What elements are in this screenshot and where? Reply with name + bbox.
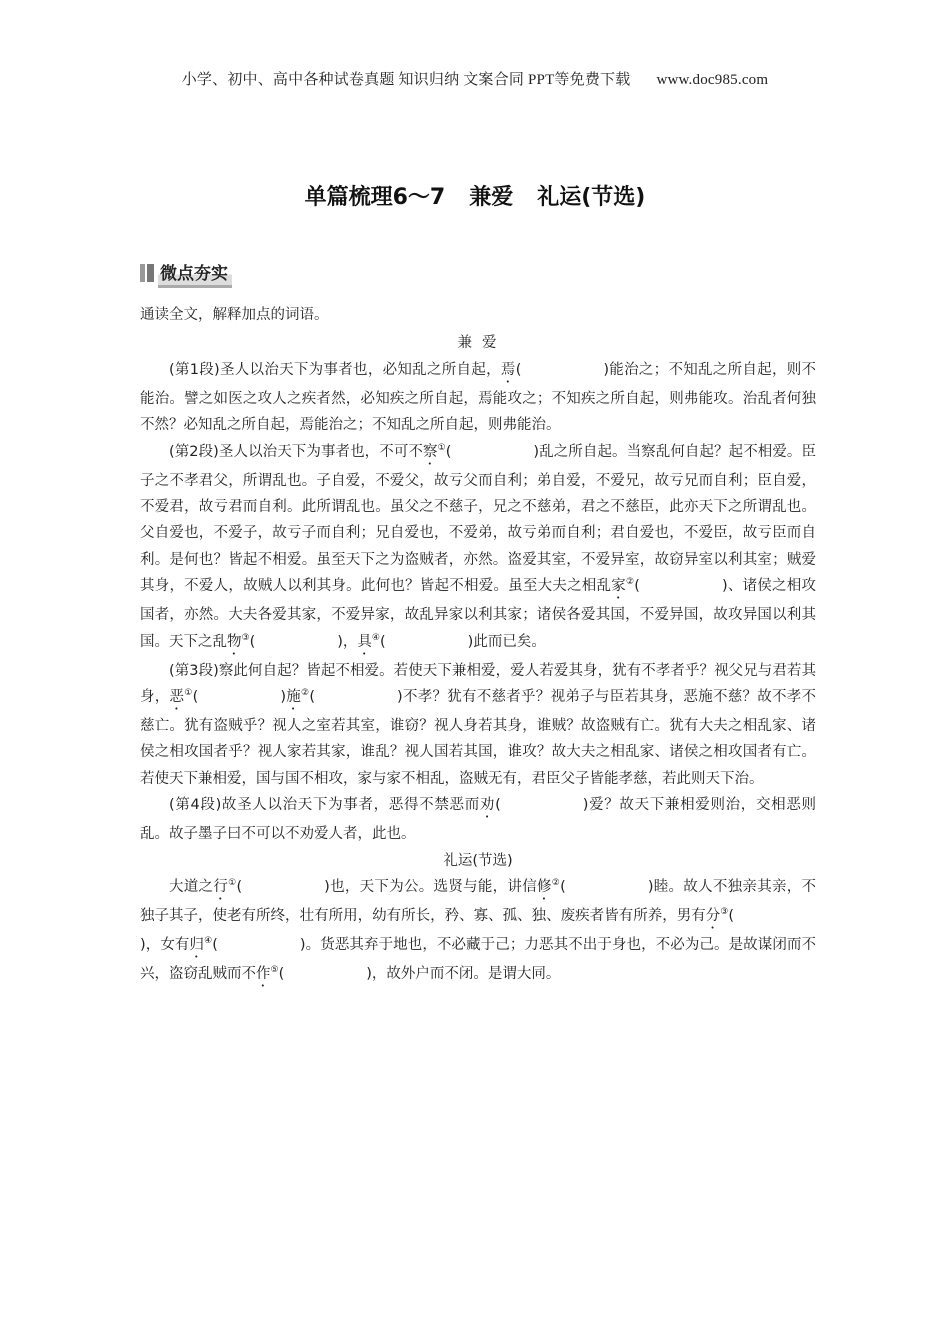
paragraph-liyun: 大道之行①( )也，天下为公。选贤与能，讲信修②( )睦。故人不独亲其亲，不独子其子，使老有所终，壮有所用，幼有所长，矜、寡、孤、独、废疾者皆有所养，男有分③()，女有归④( )。货恶其弃于地也，不必藏于己；力恶其不出于身也，不必为己。是故谋闭而不兴，盗窃乱贼而不作⑤( )，故外户而不闭。是谓大同。	[140, 878, 817, 983]
article-body	[140, 302, 816, 990]
instruction-text: 通读全文，解释加点的词语。	[140, 307, 329, 323]
subtitle-jianai: 兼爱	[457, 335, 507, 352]
paragraph-1: (第1段)圣人以治天下为事者也，必知乱之所自起，焉( )能治之；不知乱之所自起，则不能治。譬之如医之攻人之疾者然，必知疾之所自起，焉能攻之；不知疾之所自起，则弗能攻。治乱者何独不然？必知乱之所自起，焉能治之；不知乱之所自起，则弗能治。	[140, 361, 817, 434]
title-part1: 兼爱	[469, 185, 514, 210]
header-site: www.doc985.com	[656, 72, 769, 88]
paragraph-4: (第4段)故圣人以治天下为事者，恶得不禁恶而劝( )爱？故天下兼相爱则治，交相恶则乱。故子墨子曰不可以不劝爱人者，此也。	[140, 797, 817, 843]
header-text: 小学、初中、高中各种试卷真题 知识归纳 文案合同 PPT等免费下载	[181, 72, 631, 88]
page-title	[0, 180, 950, 211]
paragraph-2: (第2段)圣人以治天下为事者也，不可不察①( )乱之所自起。当察乱何自起？起不相爱。臣子之不孝君父，所谓乱也。子自爱，不爱父，故亏父而自利；弟自爱，不爱兄，故亏兄而自利；臣自爱，不爱君，故亏君而自利。此所谓乱也。虽父之不慈子，兄之不慈弟，君之不慈臣，此亦天下之所谓乱也。父自爱也，不爱子，故亏子而自利；兄自爱也，不爱弟，故亏弟而自利；君自爱也，不爱臣，故亏臣而自利。是何也？皆起不相爱。虽至天下之为盗贼者，亦然。盗爱其室，不爱异室，故窃异室以利其室；贼爱其身，不爱人，故贼人以利其身。此何也？皆起不相爱。虽至大夫之相乱家②( )、诸侯之相攻国者，亦然。大夫各爱其家，不爱异家，故乱异家以利其家；诸侯各爱其国，不爱异国，故攻异国以利其国。天下之乱物③( )，具④( )此而已矣。	[140, 442, 817, 650]
section-tag	[140, 261, 232, 285]
subtitle-liyun: 礼运(节选)	[443, 852, 513, 869]
title-part2: 礼运(节选)	[537, 185, 646, 210]
section-bar-icon	[140, 264, 154, 282]
page-header	[0, 68, 950, 89]
paragraph-3: (第3段)察此何自起？皆起不相爱。若使天下兼相爱，爱人若爱其身，犹有不孝者乎？视父兄与君若其身，恶①( )施②( )不孝？犹有不慈者乎？视弟子与臣若其身，恶施不慈？故不孝不慈亡。犹有盗贼乎？视人之室若其室，谁窃？视人身若其身，谁贼？故盗贼有亡。犹有大夫之相乱家、诸侯之相攻国者乎？视人家若其家，谁乱？视人国若其国，谁攻？故大夫之相乱家、诸侯之相攻国者有亡。若使天下兼相爱，国与国不相攻，家与家不相乱，盗贼无有，君臣父子皆能孝慈，若此则天下治。	[140, 662, 817, 787]
title-main: 单篇梳理6～7	[304, 185, 446, 210]
section-label: 微点夯实	[158, 259, 232, 288]
